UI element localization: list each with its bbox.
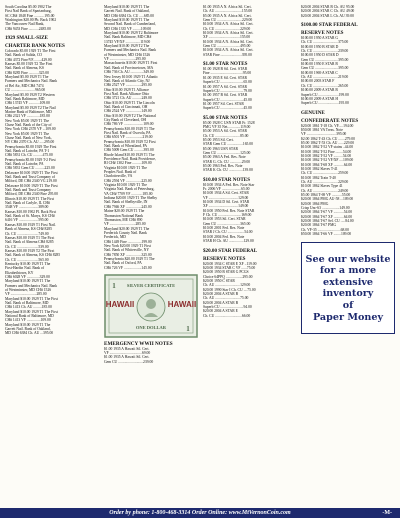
listing-line: Natl. Bank of Cincinnati, OH <box>104 104 148 109</box>
listing-line: MD CH# 6384 Ch. CU .....685.00 <box>104 13 154 18</box>
listing-line: Rhode Island $10.00 1929 T1 The <box>104 152 155 157</box>
listing-line: Frederick County Natl. Bank <box>104 230 147 235</box>
spacer <box>301 106 396 108</box>
listing-line: Natl. Bank of Atlantic City, NJ <box>104 78 150 83</box>
section-heading: $5.00 STAR NOTES <box>203 114 248 121</box>
listing-line: Ch. AU .............................155.00 <box>203 9 253 14</box>
spacer <box>203 57 297 59</box>
listing-line: Kansas $10.00 1929 T2 The First <box>5 248 55 253</box>
listing-line: Ch. CU .............................66.00 <box>203 313 251 318</box>
listing-line: Virginia Natl. Bank of Petersburg, <box>104 187 155 192</box>
listing-column-4 <box>301 5 396 334</box>
listing-line: Pennsylvania $5.00 1929 T-2 First <box>5 157 56 162</box>
listing-line: $20.00 1864 T-67 XF ...........64.00 <box>301 214 353 219</box>
listing-line: Maryland $10.00 1929 T1 The <box>5 279 51 284</box>
listing-line: CH# 2524 VF .................149.00 <box>104 109 152 114</box>
listing-line: Ch. CU .......................539.00 <box>5 244 49 249</box>
listing-line: Milford, DE CH# 2340 VG 219.00 <box>5 179 57 184</box>
listing-line: Natl. Bank of Salida, CO <box>5 53 43 58</box>
listing-line: $10.00 1934 D Sil. Cert. STAR <box>203 200 250 205</box>
listing-line: Peoples Natl. Bank of <box>104 170 137 175</box>
listing-line: CU ..........................965.00 <box>5 88 46 93</box>
listing-line: VF ............................295.00 <box>104 57 146 62</box>
listing-line: New Jersey $10.00 1929 T1 Atlantic <box>104 74 159 79</box>
listing-line: CH# 5831 Ch. CU ..........475.00 <box>5 153 53 158</box>
listing-line: NY CH# 2370 Ch. AU .....295.00 <box>5 140 55 145</box>
listing-line: Fine ...................................95.00 <box>203 71 252 76</box>
note-overprint-right: HAWAII <box>167 299 197 309</box>
listing-line: $20.00 2004 STAR C Ch. AU 49.00 <box>301 9 355 14</box>
listing-line: Kansas $10.00 1929 T1 First Natl. <box>5 222 56 227</box>
listing-line: $10.00 1862 T-52 Fine ........54.00 <box>301 149 352 154</box>
listing-line: Kentucky $10.00 1929 T1 The <box>5 261 51 266</box>
listing-line: Colorado $5.00 1929 T1 The First <box>5 49 56 54</box>
listing-line: $10.00 1934 A N. Africa Sil. Cert. <box>203 22 254 27</box>
listing-line: $10.00 1934 A Fed. Res. Note Star <box>203 182 255 187</box>
listing-line: CH# 7850 XF .................325.00 <box>104 252 152 257</box>
listing-line: $5.00 1963 Fed. Res. Note <box>203 164 243 168</box>
listing-line: $5.00 1928 C USN STAR Fr. 1528 <box>203 120 255 125</box>
listing-line: Maryland $10.00 1929 T1 The <box>104 5 150 9</box>
listing-column-1 <box>5 5 99 336</box>
listing-line: Ch. CU ...........................239.00 <box>301 49 349 54</box>
listing-line: CH# 736 Ch. AU ..............349.00 <box>104 70 154 75</box>
listing-line: South Carolina $5.00 1902 The <box>5 5 52 9</box>
listing-line: First Natl. Bank of Osceola, PA <box>104 130 151 135</box>
listing-line: VF ............................285.00 <box>104 222 146 227</box>
listing-line: New York CH# 2370 VF ...109.00 <box>5 127 56 132</box>
listing-line: VF ...................................69.00 <box>104 351 151 355</box>
listing-line: VA CH# 7709 VF ............185.00 <box>104 191 153 196</box>
listing-line: $20.00 1990 Star I Ch. CU ....75.00 <box>203 287 256 292</box>
section-heading: 1929 SMALL-SIZE <box>5 35 48 42</box>
listing-line: CH# 5009 Gem CU ..........395.00 <box>104 148 154 153</box>
listing-line: $10.00 1862 Slaves T-41 <box>301 166 338 171</box>
listing-line: $50.00 1864 T-66 VF ........109.00 <box>301 232 352 237</box>
listing-line: Marine Bank of Baltimore, MD <box>5 109 52 114</box>
listing-line: Kansas $10.00 1929 T1 The First <box>5 235 55 240</box>
section-heading: $10.00 STAR NOTES <box>203 176 251 183</box>
listing-line: Natl. Bank of Almena CH# 8285 <box>5 240 54 245</box>
listing-line: Maryland $10.00 1929 T1 The First <box>5 309 58 314</box>
listing-line: CH# 1413 Ch. AU .........185.00 <box>5 305 52 310</box>
listing-line: Natl. Bank and Trust Company of <box>5 175 55 180</box>
listing-line: Maryland $10.00 1929 T1 The <box>104 18 150 23</box>
listing-line: $10.00 1862 Slaves Type 41 <box>301 184 343 189</box>
listing-line: $1.00 1935 A N. Africa Sil. Cert. <box>203 5 252 9</box>
listing-line: MD CH# 1335 VF .........109.00 <box>104 26 152 31</box>
listing-column-2 <box>104 5 198 364</box>
listing-line: Indiana $20.00 1929 T1 The Shelby <box>104 196 158 201</box>
listing-line: Farmers and Mechanics Natl. Bank <box>5 79 58 84</box>
listing-line: $5.00 1935 A N. Africa Sil. Cert. <box>203 13 252 18</box>
listing-line: First Natl Bank of Spartanburg, <box>5 9 52 14</box>
listing-line: Delaware $10.00 1929 T1 The First <box>5 170 58 175</box>
listing-line: Fr. 2006 VF .....................65.00 <box>203 187 250 192</box>
listing-line: Chase Natl. Bank of New York, <box>5 135 52 140</box>
listing-line: VF ............................285.00 <box>5 292 47 297</box>
listing-line: $20.00 1864 T-67 Sel. CU .....84.00 <box>301 219 354 224</box>
listing-line: $1.00 1935 E Sil. Cert. STAR <box>203 75 247 80</box>
listing-line: Gem CU .........................395.00 <box>301 66 349 71</box>
listing-line: $1.00 1935 A Hawaii Sil. Cert. <box>104 346 150 351</box>
listing-line: Farmers and Mechanics Natl. Bank <box>5 283 58 288</box>
listing-line: Kansas $5.00 1929 T2 The First <box>5 62 53 67</box>
listing-line: $10.00 1862 Train T-40 <box>301 175 336 180</box>
page-number: -M- <box>382 510 392 516</box>
listing-line: Garrett Natl. Bank of Oakland, <box>104 9 150 14</box>
listing-line: CH# 6501 VF ..................219.00 <box>104 135 153 140</box>
listing-line: CH# 786 VF .....................109.00 <box>104 122 154 127</box>
listing-line: Delaware $10.00 1929 T1 The First <box>5 183 58 188</box>
listing-line: $100.00 1969 A STAR C <box>301 70 338 75</box>
listing-line: Natl. Bank of Almena, KS <box>5 66 44 71</box>
listing-line: STAR J Ch. CU ..................54.00 <box>203 230 253 235</box>
note-overprint-left: HAWAII <box>105 299 135 309</box>
listing-line: SC CH# 1848 Fine ...........195.00 <box>5 13 55 18</box>
listing-line: Pennsylvania $5.00 1929 The First <box>5 144 57 149</box>
listing-line: The Vancouver Natl Bank, <box>5 22 45 27</box>
listing-line: Ch. AU ...........................229.00 <box>301 180 349 184</box>
listing-line: New York $5.00 1929 T1 The <box>5 131 50 136</box>
listing-line: Superb CU .........................65.00 <box>203 80 252 85</box>
listing-line: Maryland $5.00 1929 T1 The <box>5 75 49 80</box>
callout-line: See our website <box>305 253 391 265</box>
listing-line: Garrett Natl. Bank of Oakland, <box>5 327 51 332</box>
listing-line: Illinois $10.00 1929 T1 The First <box>5 196 55 201</box>
website-callout-box[interactable] <box>301 242 395 334</box>
listing-line: $1.00 1957 Sil. Cert. STAR <box>203 101 244 106</box>
section-heading: GENUINE <box>301 109 325 116</box>
listing-line: Ch. AU ...........................75.00 <box>203 296 249 301</box>
listing-line: CH# 9453 Fine ...........2485.00 <box>5 26 51 31</box>
listing-line: $20.00 2004 A STAR B <box>203 300 239 305</box>
listing-line: Milford, DE CH# 2340 Fine 295.00 <box>5 192 58 197</box>
listing-line: Superb CU ......................199.00 <box>301 92 349 97</box>
listing-line: Ohio $10.00 1929 T1 Alliance <box>104 87 149 92</box>
listing-line: $10.00 1864 T-68 XF ...........64.00 <box>301 162 353 167</box>
listing-line: CH# 4372 Fine/VF.........429.00 <box>5 57 52 62</box>
listing-line: VF ................................129.00 <box>203 195 249 200</box>
listing-line: Maryland $10.00 1929 T2 Baltimore <box>104 31 159 36</box>
listing-line: Maryland $20.00 1929 T1 The <box>104 226 150 231</box>
listing-line: Pennsylvania $10.00 1929 T1 The <box>104 126 155 131</box>
listing-line: Crisp Unc-63 ...................149.00 <box>301 206 350 211</box>
listing-line: Virginia $10.00 1929 T1 The <box>104 165 147 170</box>
listing-line: $5.00 1963 A Fed. Res. Note <box>203 155 246 160</box>
listing-line: Ohio $10.00 1929 T1 The Lincoln <box>104 100 155 105</box>
listing-line: 3548 VF .....................389.00 <box>5 205 49 210</box>
listing-line: Maryland $5.00 1929 T2 Western <box>5 92 55 97</box>
listing-line: $5.00 1864 T-69 VF ...........55.00 <box>301 193 351 198</box>
listing-line: Natl. Bank of Latrobe, PA T-1 <box>5 148 50 153</box>
listing-line: Second Natl. Bank of Cumberland, <box>104 22 156 27</box>
callout-line: inventory <box>322 288 374 300</box>
section-heading: CHARTER BANK NOTES <box>5 43 65 50</box>
listing-line: First-Hardin Natl. Bank of <box>5 266 45 271</box>
listing-line: New York $20.00 1929 T1 First <box>104 243 151 248</box>
listing-line: Maryland $10.00 1929 T1 The <box>5 322 51 327</box>
listing-line: $10.00 1934 A N. Africa Sil. Cert. <box>203 31 254 36</box>
listing-line: Natl. Bank Baltimore, MD <box>5 96 45 101</box>
callout-line: for a more <box>319 265 377 277</box>
listing-line: Washington $20.00 Pb. Back 1902 <box>5 18 57 23</box>
spacer <box>5 31 99 33</box>
listing-line: Ch. VF-35 .........................68.00 <box>301 227 349 232</box>
listing-line: F Ch. CU .........................169.00 <box>203 213 252 218</box>
listing-column-2-items <box>104 5 198 270</box>
listing-line: of Westminster, MD CH# 1526 <box>104 52 151 57</box>
listing-line: $20.00 1950 B STAR G PCGS <box>203 270 249 275</box>
listing-line: $10.00 1934 A N. Africa Sil. Cert. <box>203 48 254 53</box>
listing-line: Chase Natl. Bank of the City of <box>5 122 52 127</box>
listing-line: $20.00 1864 PMG <box>301 201 329 206</box>
section-heading: CONFEDERATE NOTES <box>301 117 359 124</box>
listing-line: $10.00 1950 Fed. Res. Note STAR <box>203 208 255 213</box>
listing-line: CH# 3721 Ch. AU ..........249.00 <box>104 96 152 101</box>
listing-line: Ch. CU ...........................85.00 <box>203 133 249 138</box>
listing-line: Farmers and Mechanics Natl. Bank <box>104 48 157 53</box>
listing-line: PMG VF 35 Net..............119.00 <box>203 124 251 129</box>
listing-line: $100.00 2003 STAR F <box>301 79 335 84</box>
note-corner-numeral-2: 1 <box>186 324 190 333</box>
listing-line: Natl. Bank of Oxford, PA <box>104 261 142 266</box>
spacer <box>203 173 297 175</box>
listing-line: Ch. AU ...........................219.00 <box>301 75 349 80</box>
listing-line: Gem CU ...........................239.00 <box>104 359 154 364</box>
listing-line: Ch. AU ...........................249.00 <box>301 188 349 193</box>
listing-line: Superb CU .........................79.00 <box>203 88 252 93</box>
listing-line: Providence Natl. Bank Providence, <box>104 157 156 162</box>
listing-line: CH# 13745 VF ............109.00 <box>5 101 50 106</box>
listing-line: $10.00 1934 A Sil. Cert. STAR <box>203 191 249 196</box>
listing-line: CH# 2321 VF ..............185.00 <box>5 114 50 119</box>
listing-line: 13745 VF/XF ................119.00 <box>104 39 151 44</box>
listing-line: Gem CU ...........................229.00 <box>203 18 253 23</box>
listing-line: of Bel Air, MD CH# 7474 <box>5 83 44 88</box>
listing-line: Gem CU .........................395.00 <box>301 57 349 62</box>
hawaii-silver-certificate-image <box>104 273 198 339</box>
listing-line: $20.00 2004 A STAR B <box>203 291 239 296</box>
listing-line: $5.00 1953 A Sil. Cert. STAR <box>203 129 247 134</box>
section-heading: $20.00 STAR FEDERAL <box>203 247 258 254</box>
listing-line: Natl. Bank of Carlyle, IL CH# <box>5 201 50 206</box>
listing-line: Superb CU .........................94.00 <box>203 304 252 309</box>
listing-line: $1.00 1957 B Sil. Cert. STAR <box>203 93 248 98</box>
spacer <box>301 18 396 20</box>
listing-line: CH# 8285 Fine ...........325.00 <box>5 70 49 75</box>
listing-line: First Natl. Bank Alliance Ohio <box>104 91 150 96</box>
listing-line: Natl. Bank Baltimore, MD CH# <box>104 35 152 40</box>
listing-line: Ohio $10.00 1929 T2 The National <box>104 113 156 118</box>
listing-line: $20.00 1861 T-18 Ch. VF.....194.00 <box>301 123 354 128</box>
listing-line: Choice 64PPQ ..................295.00 <box>203 274 253 279</box>
emergency-notes-list <box>104 347 198 364</box>
spacer <box>203 111 297 113</box>
listing-line: VF ................................395.00 <box>301 132 347 137</box>
listing-line: CH# 1449 Fine ...............199.00 <box>104 239 152 244</box>
callout-line: Paper Money <box>312 311 384 323</box>
listing-line: Elizabethtown, KY <box>5 270 34 275</box>
callout-line: of <box>342 300 354 312</box>
listing-line: Superb CU .........................45.00 <box>203 97 252 102</box>
listing-line: $20.00 1950 C STAR <box>203 278 235 283</box>
listing-line: $20.00 1864 PMG AU-58 ...109.00 <box>301 197 354 202</box>
listing-line: Pennsylvania $20.00 1929 T1 The <box>104 256 155 261</box>
listing-line: Ch. CU .......................749.00 <box>5 231 49 236</box>
listing-column-3 <box>203 5 297 318</box>
listing-line: $100.00 1950 E STAR B <box>301 62 338 67</box>
callout-line: extensive <box>322 276 374 288</box>
listing-line: Superb CU ......................195.00 <box>301 101 349 106</box>
listing-line: Gem CU .........................125.00 <box>203 150 251 155</box>
listing-line: Pennsylvania $10.00 1929 T2 First <box>104 139 156 144</box>
listing-line: Virginia $10.00 1929 T1 The <box>104 183 147 188</box>
listing-line: of Westminster, MD CH# 1526 <box>5 287 52 292</box>
listing-line: Ch. CU ...........................375.00 <box>301 40 349 45</box>
listing-line: Ch. CU ...........................259.00 <box>301 171 349 176</box>
listing-line: CH# 2527 VF .................295.00 <box>104 83 152 88</box>
listing-line: Thomaston, ME CH# 890 <box>104 217 143 222</box>
listing-line: $5.00 1963 USN STAR <box>203 146 238 151</box>
listing-line: CH# 2594 VF .................225.00 <box>104 178 152 183</box>
listing-line: $100.00 1950 D STAR D <box>301 53 339 58</box>
listing-line: $1.00 1928 B Sil. Cert. STAR <box>203 67 248 72</box>
listing-line: Kansas $10.00 1902 Pl. Back First <box>5 209 57 214</box>
listing-line: $10.00 1862 T-52 VF/XF ....109.00 <box>301 158 354 163</box>
listing-line: $100.00 2009 A STAR H <box>301 96 339 101</box>
order-footer-bar <box>0 508 400 518</box>
listing-line: Ch. AU ...........................129.00 <box>203 283 251 288</box>
listing-line: $20.00 1934 STAR C VF ......75.00 <box>203 265 256 270</box>
listing-line: XF ..................................155.00 <box>203 35 251 40</box>
listing-line: $10.00 1862 T-52 VF stains ..44.00 <box>301 145 354 150</box>
listing-line: $1.00 1957 A Sil. Cert. STAR <box>203 84 247 89</box>
listing-line: Natl. Bank of Provincetown, MA <box>104 65 154 70</box>
listing-line: $2.00 1862 T-43 Ch. CU .......279.00 <box>301 136 355 141</box>
listing-line: CH# 6028 VF ..............329.00 <box>5 274 50 279</box>
listing-line: $100.00 1950 A STAR G <box>301 36 339 41</box>
note-corner-numeral: 1 <box>112 281 116 290</box>
listing-line: CH# 726 VF ...................145.00 <box>104 265 152 270</box>
listing-line: $100.00 2009 A STAR B <box>301 88 338 93</box>
listing-line: Charlottesville, VA <box>104 174 133 179</box>
listing-line: $10.00 2001 Fed. Res. Note <box>203 226 245 231</box>
listing-line: Natl. Bank of St. Marys, KS CH# <box>5 214 55 219</box>
listing-line: $20.00 1934 C STAR E XF ..119.00 <box>203 261 257 266</box>
listing-line: Natl. Bank of Shelbyville, IN <box>104 200 148 205</box>
listing-line: Natl. Bank of Almena, KS CH# 8285 <box>5 253 61 258</box>
note-top-text: SILVER CERTIFICATE <box>126 282 176 288</box>
listing-line: CH# 5831 Gem CU ..........225.00 <box>5 166 55 171</box>
listing-line: $10.00 1953 Sil. Cert. STAR <box>203 217 246 222</box>
listing-line: City Bank of Cleveland, OH <box>104 117 147 122</box>
listing-line: $10.00 1862 T-52 VF ..........54.00 <box>301 153 352 158</box>
listing-line: $5.00 1862 T-53 Ch. AU ......229.00 <box>301 140 355 145</box>
listing-line: $20.00 1864 T-67 VF ...........54.00 <box>301 210 353 215</box>
listing-line: $20.00 2004 STAR B Ch. AU 95.00 <box>301 5 355 9</box>
listing-line: National Bank of Baltimore, MD <box>5 314 54 319</box>
section-heading: $1.00 STAR NOTES <box>203 61 248 68</box>
listing-line: $1.00 1935 A Hawaii Sil. Cert. <box>104 355 150 360</box>
listing-line: $20.00 2004 A STAR E <box>203 309 238 314</box>
listing-line: Ch. CU ...........................265.00 <box>301 83 349 88</box>
listing-line: Massachusetts $10.00 1929 T1 First <box>104 61 158 66</box>
listing-line: Maryland $5.00 1929 T2 The Natl <box>5 105 56 110</box>
listing-line: $20.00 1864 T-67 PMG <box>301 223 337 228</box>
listing-line: RI CH# 1302 Fine ..........109.00 <box>104 161 152 166</box>
listing-line: Frederick, MD <box>104 235 126 240</box>
listing-line: $50.00 1861 VA Treas. Note <box>301 127 343 132</box>
section-heading: $100.00 STAR FEDERAL <box>301 22 358 29</box>
footer-order-info[interactable]: Order by phone: 1-800-468-3314 Order Online: www.MtVernonCoin.com <box>109 510 291 516</box>
listing-line: $20.00 2004 STAR L Ch. AU 39.00 <box>301 13 354 18</box>
listing-column-4-items <box>301 5 396 236</box>
listing-line: STAR Gem CU .................165.00 <box>203 142 253 147</box>
listing-line: Maine $20.00 1929 T1 The <box>104 209 145 214</box>
section-heading: RESERVE NOTES <box>301 30 344 37</box>
listing-line: Superb CU .........................45.00 <box>203 106 252 111</box>
spacer <box>203 244 297 246</box>
listing-line: STAR H Ch. AU ................129.00 <box>203 239 254 244</box>
listing-line: CH# 1413 VF ...............109.00 <box>5 318 51 323</box>
listing-line: STAR K Ch. CU ...............139.00 <box>203 168 253 173</box>
listing-line: Bank of Almena, KS CH# 8285 <box>5 227 52 232</box>
listing-line: $10.00 2004 Fed. Res. Note <box>203 234 245 239</box>
listing-line: Natl. Bank of Latrobe, PA <box>5 162 44 166</box>
emergency-notes-heading: EMERGENCY WWII NOTES <box>104 341 173 348</box>
listing-line: Gem CU .........................495.00 <box>203 44 251 49</box>
listing-line: 6416 VF .....................595.00 <box>5 218 49 223</box>
listing-line: STAR G. Ch. CU .............29.00 <box>203 159 251 164</box>
listing-line: New York $5.00 1929 T1 The <box>5 118 50 123</box>
listing-line: Ch. CU .......................565.00 <box>5 257 49 262</box>
section-heading: RESERVE NOTES <box>203 255 246 262</box>
note-value-text: ONE DOLLAR <box>135 324 167 330</box>
listing-line: Ch. CU ...........................229.00 <box>203 26 251 31</box>
listing-line: MD CH# 6384 Ch. AU ...395.00 <box>5 331 54 336</box>
listing-line: Maryland $10.00 1929 T1 The First <box>5 296 58 301</box>
listing-line: Gem CU .........................365.00 <box>203 221 251 226</box>
listing-line: Thomaston National Bank <box>104 213 143 218</box>
listing-line: Maryland $10.00 1929 T2 The <box>104 44 150 49</box>
listing-line: Natl. Bank of Wheatland, PA <box>104 144 148 148</box>
listing-line: STAR Fine .......................395.00 <box>203 52 252 57</box>
listing-line: Natl. Bank of Whitesville, NY <box>104 248 149 253</box>
listing-line: XF ................................149.00 <box>203 204 249 209</box>
listing-line: $100.00 1950 B STAR D <box>301 44 339 49</box>
listing-line: $10.00 1934 A N. Africa Sil. Cert. <box>203 39 254 44</box>
listing-line: CH# 7946 XF .................245.00 <box>104 204 152 209</box>
listing-line: $5.00 1953 Sil. Cert. <box>203 137 234 142</box>
listing-line: Natl. Bank of Baltimore, MD <box>5 301 49 305</box>
listing-line: Natl. Bank and Trust Company <box>5 188 51 193</box>
